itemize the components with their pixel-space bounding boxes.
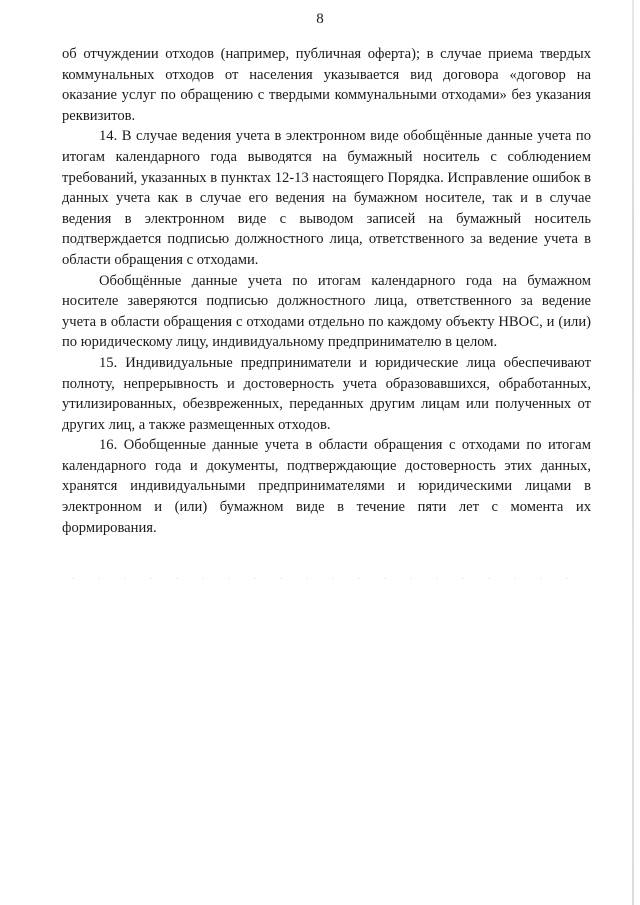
paragraph-continuation: об отчуждении отходов (например, публичная оферта); в случае приема твердых коммунальных отходов от населения указывается вид договора «договор на оказание услуг по обращению с твердыми коммунальными отходами» без указания реквизитов. <box>62 46 591 124</box>
paragraph-item-14-continued: Обобщённые данные учета по итогам календарного года на бумажном носителе заверяются подписью должностного лица, ответственного за ведение учета в области обращения с отходами отдельно по каждому объекту НВОС, и (или) по юридическому лицу, индивидуальному предпринимателю в целом. <box>62 272 591 351</box>
paragraph-item-15: 15. Индивидуальные предприниматели и юридические лица обеспечивают полноту, непрерывность и достоверность учета образовавшихся, обработанных, утилизированных, обезвреженных, переданных другим лицам или полученных от других лиц, а также размещенных отходов. <box>62 354 591 433</box>
document-body <box>62 44 591 538</box>
paragraph-item-14: 14. В случае ведения учета в электронном виде обобщённые данные учета по итогам календарного года выводятся на бумажный носитель с соблюдением требований, указанных в пунктах 12-13 настоящего Порядка. Исправление ошибок в данных учета как в случае его ведения на бумажном носителе, так и в случае ведения в электронном виде с выводом записей на бумажный носитель подтверждается подписью должностного лица, ответственного за ведение учета в области обращения с отходами. <box>62 128 591 268</box>
page-number: 8 <box>316 11 324 27</box>
scan-artifact-dots <box>60 578 580 579</box>
paragraph-item-16: 16. Обобщенные данные учета в области обращения с отходами по итогам календарного года и документы, подтверждающие достоверность этих данных, хранятся индивидуальными предпринимателями и юридическими лицами в электронном и (или) бумажном виде в течение пяти лет с момента их формирования. <box>62 437 591 536</box>
scan-edge <box>632 0 634 905</box>
